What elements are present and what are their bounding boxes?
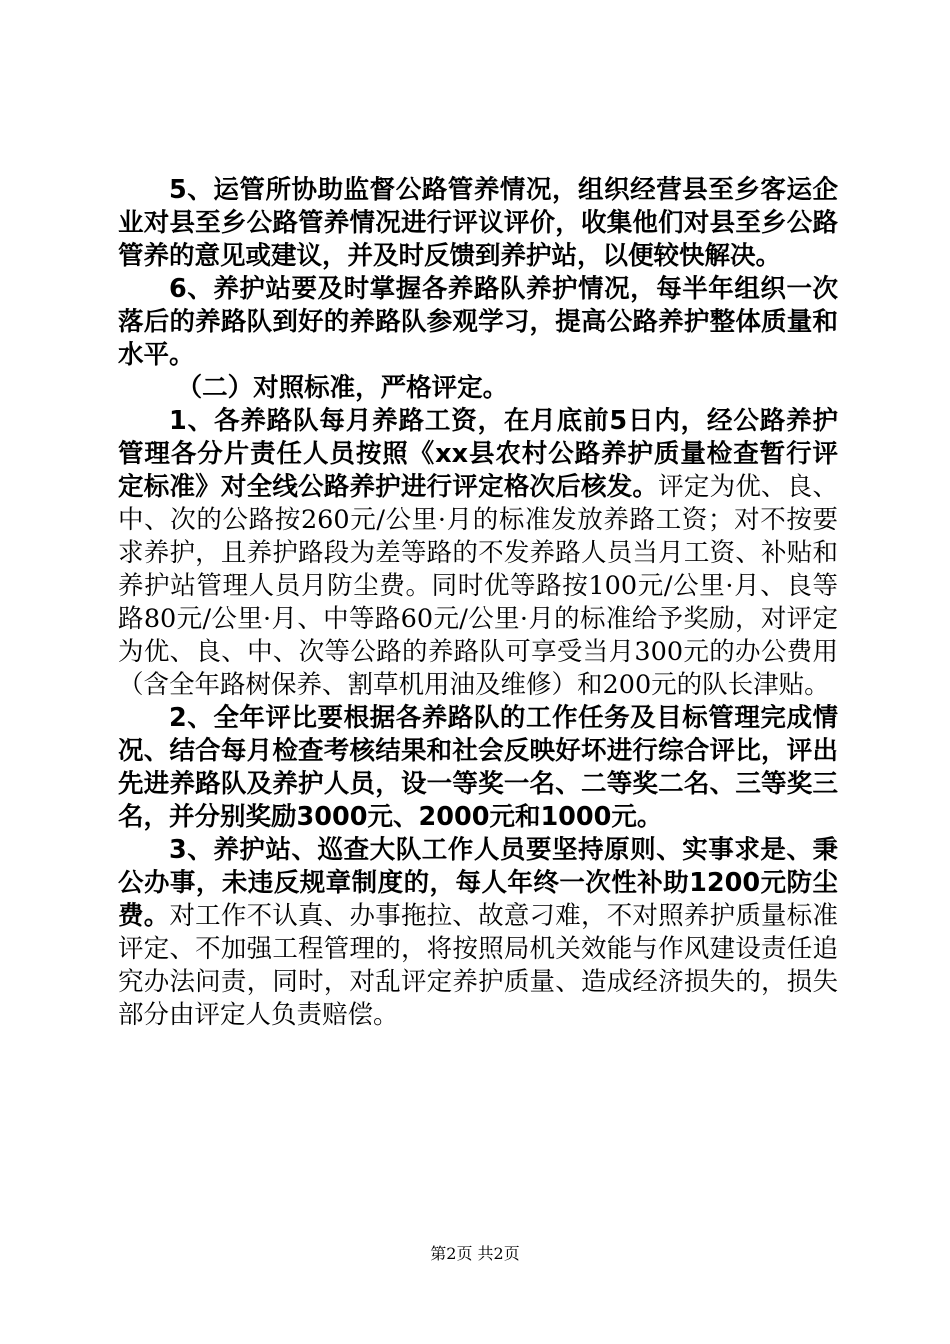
paragraph-item-3-regular: 对工作不认真、办事拖拉、故意刁难，不对照养护质量标准评定、不加强工程管理的，将按照局机关效能与作风建设责任追究办法问责，同时，对乱评定养护质量、造成经济损失的，损失部分由评定人负责赔偿。 xyxy=(118,901,838,1030)
paragraph-item-1-bold: 1、各养路队每月养路工资，在月底前5日内，经公路养护管理各分片责任人员按照《xx县农村公路养护质量检查暂行评定标准》对全线公路养护进行评定格次后核发。 xyxy=(118,406,838,502)
paragraph-item-3 xyxy=(118,834,838,1032)
paragraph-item-1 xyxy=(118,405,838,702)
paragraph-item-2: 2、全年评比要根据各养路队的工作任务及目标管理完成情况、结合每月检查考核结果和社会反映好坏进行综合评比，评出先进养路队及养护人员，设一等奖一名、二等奖二名、三等奖三名，并分别奖励3000元、2000元和1000元。 xyxy=(118,703,838,832)
paragraph-item-6: 6、养护站要及时掌握各养路队养护情况，每半年组织一次落后的养路队到好的养路队参观学习，提高公路养护整体质量和水平。 xyxy=(118,274,838,370)
page-number-footer: 第2页 共2页 xyxy=(430,1244,520,1263)
paragraph-item-3-bold: 3、养护站、巡查大队工作人员要坚持原则、实事求是、秉公办事，未违反规章制度的，每人年终一次性补助1200元防尘费。 xyxy=(118,835,838,931)
paragraph-item-5: 5、运管所协助监督公路管养情况，组织经营县至乡客运企业对县至乡公路管养情况进行评议评价，收集他们对县至乡公路管养的意见或建议，并及时反馈到养护站，以便较快解决。 xyxy=(118,175,838,271)
paragraph-item-1-regular: 评定为优、良、中、次的公路按260元/公里·月的标准发放养路工资；对不按要求养护，且养护路段为差等路的不发养路人员当月工资、补贴和养护站管理人员月防尘费。同时优等路按100元/公里·月、良等路80元/公里·月、中等路60元/公里·月的标准给予奖励，对评定为优、良、中、次等公路的养路队可享受当月300元的办公费用（含全年路树保养、割草机用油及维修）和200元的队长津贴。 xyxy=(118,472,838,700)
section-heading: （二）对照标准，严格评定。 xyxy=(176,373,509,403)
document-body xyxy=(118,174,838,1032)
